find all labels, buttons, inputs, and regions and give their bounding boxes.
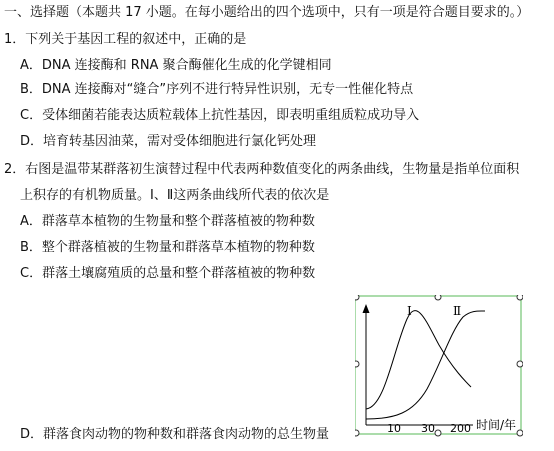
question-1-stem: 1．下列关于基因工程的叙述中，正确的是	[4, 32, 247, 47]
x-tick-30: 30	[421, 422, 435, 435]
resize-handle-middle-right[interactable]	[517, 361, 523, 367]
resize-handle-top-middle[interactable]	[435, 295, 441, 300]
resize-handle-bottom-left[interactable]	[355, 430, 359, 436]
q2-option-d: D．群落食肉动物的物种数和群落食肉动物的总生物量	[20, 427, 330, 442]
q2-option-b: B．整个群落植被的生物量和群落草本植物的物种数	[20, 240, 315, 255]
q2-option-a: A．群落草本植物的生物量和整个群落植被的物种数	[20, 214, 315, 229]
x-axis-label: 时间/年	[476, 418, 517, 432]
curve-ii-label: Ⅱ	[453, 304, 462, 318]
resize-handle-middle-left[interactable]	[355, 361, 359, 367]
curve-i-label: Ⅰ	[407, 304, 412, 318]
section-header: 一、选择题（本题共 17 小题。在每小题给出的四个选项中，只有一项是符合题目要求的。）	[4, 5, 530, 20]
y-axis-arrow	[363, 304, 370, 313]
succession-curves-figure[interactable]	[355, 295, 523, 437]
curve-ii	[366, 311, 485, 419]
curve-i	[366, 311, 471, 409]
x-tick-200: 200	[450, 422, 471, 435]
question-2-stem-line-1: 2．右图是温带某群落初生演替过程中代表两种数值变化的两条曲线，生物量是指单位面积	[4, 162, 520, 177]
x-tick-10: 10	[387, 422, 401, 435]
q1-option-a: A．DNA 连接酶和 RNA 聚合酶催化生成的化学键相同	[20, 58, 332, 73]
resize-handle-top-right[interactable]	[517, 295, 523, 300]
resize-handle-bottom-middle[interactable]	[435, 430, 441, 436]
q1-option-c: C．受体细菌若能表达质粒载体上抗性基因，即表明重组质粒成功导入	[20, 108, 420, 123]
q1-option-b: B．DNA 连接酶对“缝合”序列不进行特异性识别，无专一性催化特点	[20, 82, 414, 97]
resize-handle-top-left[interactable]	[355, 295, 359, 300]
resize-handle-bottom-right[interactable]	[517, 430, 523, 436]
q2-option-c: C．群落土壤腐殖质的总量和整个群落植被的物种数	[20, 266, 316, 281]
question-2-stem-line-2: 上积存的有机物质量。Ⅰ、Ⅱ这两条曲线所代表的依次是	[20, 188, 330, 203]
q1-option-d: D．培育转基因油菜，需对受体细胞进行氯化钙处理	[20, 134, 317, 149]
